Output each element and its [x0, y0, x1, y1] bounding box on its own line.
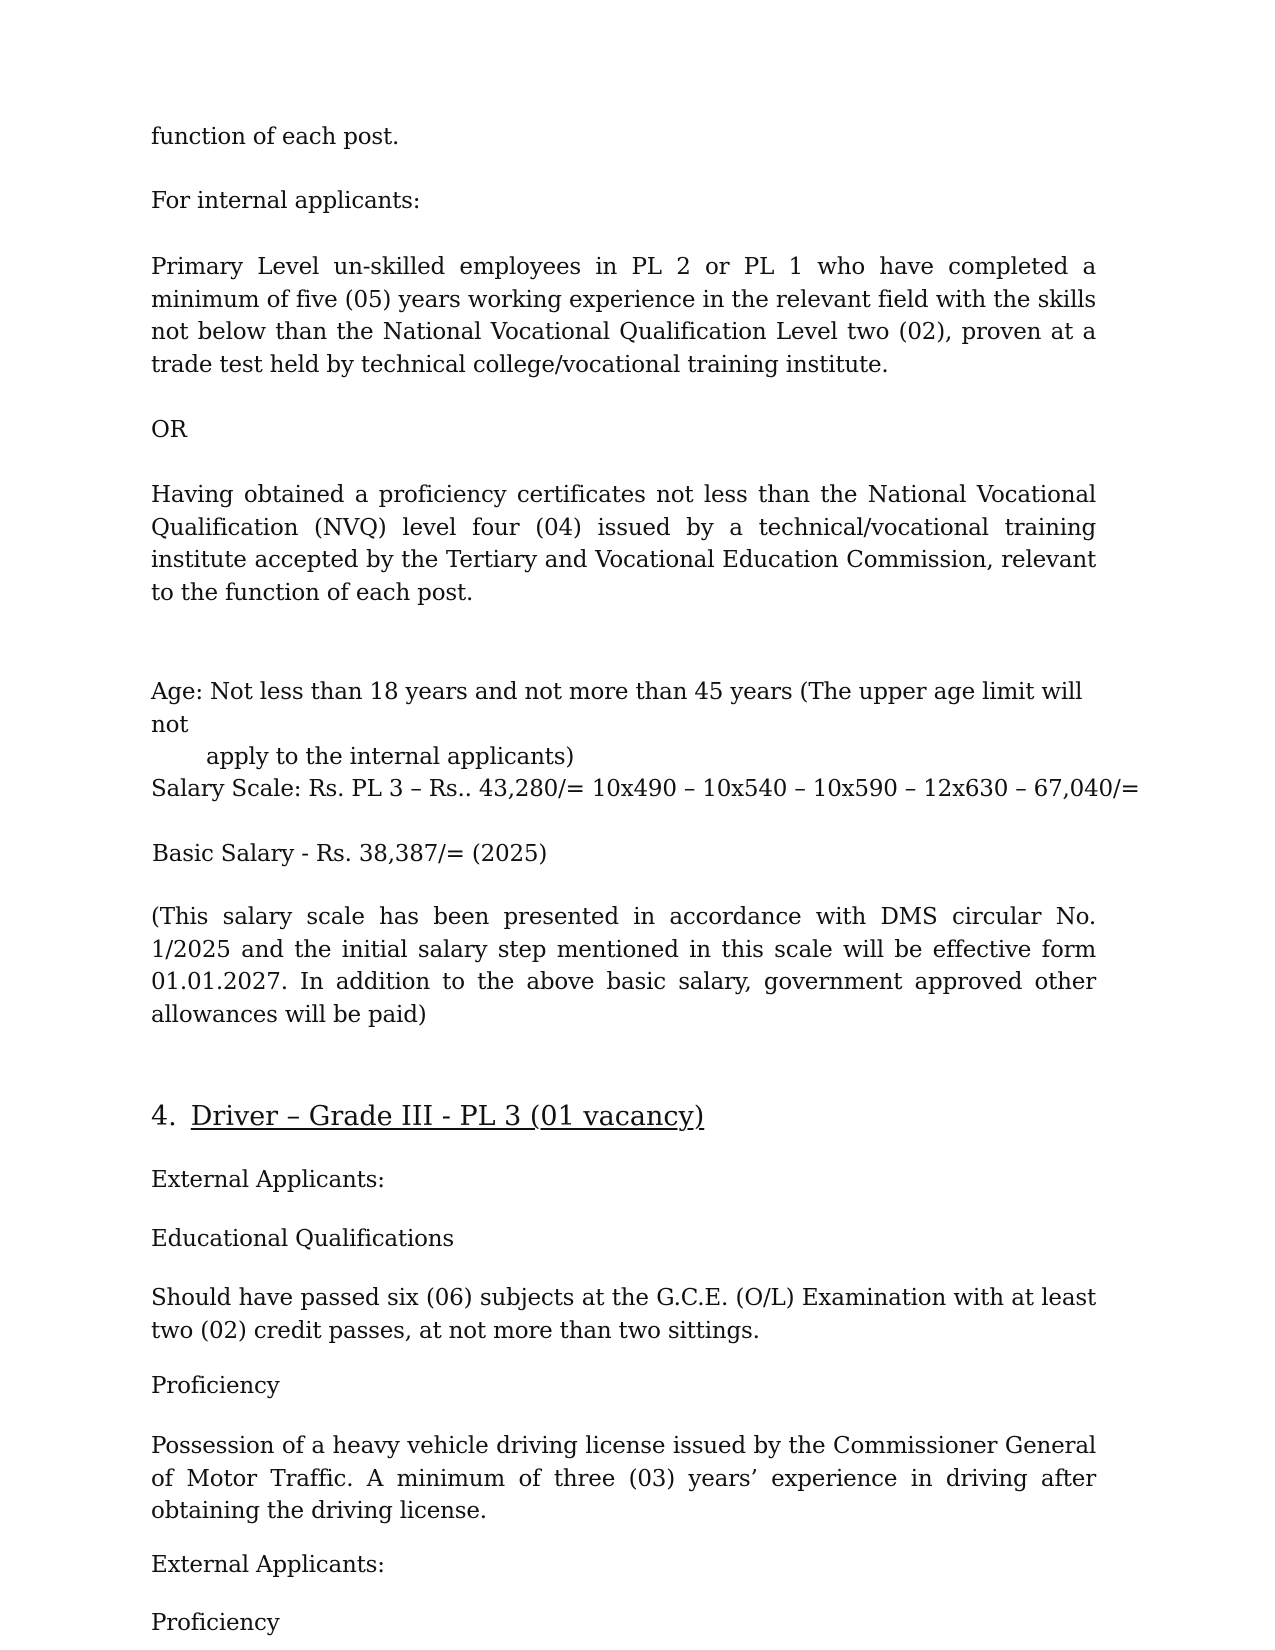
section-4-heading [151, 1099, 704, 1135]
educational-qualifications-heading: Educational Qualifications [151, 1226, 454, 1252]
age-requirement [151, 676, 1096, 774]
or-separator: OR [151, 417, 187, 443]
salary-note-paragraph: (This salary scale has been presented in accordance with DMS circular No. 1/2025 and the initial salary step mentioned in this scale will be effective form 01.01.2027. In addition to the above basic salary, government approved other allowances will be paid) [151, 904, 1096, 1028]
salary-scale: Salary Scale: Rs. PL 3 – Rs.. 43,280/= 10x490 – 10x540 – 10x590 – 12x630 – 67,040/= [151, 776, 1140, 802]
basic-salary: Basic Salary - Rs. 38,387/= (2025) [152, 841, 548, 867]
external-applicants-heading-2: External Applicants: [151, 1552, 385, 1578]
internal-applicants-heading: For internal applicants: [151, 188, 421, 214]
internal-applicants-paragraph: Primary Level un-skilled employees in PL 2 or PL 1 who have completed a minimum of five (05) years working experience in the relevant field with the skills not below than the National Vocational Qualification Level two (02), proven at a trade test held by technical college/vocational training institute. [151, 254, 1096, 378]
educational-qualifications-paragraph: Should have passed six (06) subjects at the G.C.E. (O/L) Examination with at least two (02) credit passes, at not more than two sittings. [151, 1285, 1096, 1344]
continuation-text: function of each post. [151, 124, 400, 150]
age-line-2: apply to the internal applicants) [206, 744, 575, 770]
proficiency-heading-2: Proficiency [151, 1610, 280, 1636]
proficiency-heading: Proficiency [151, 1373, 280, 1399]
section-title: Driver – Grade III - PL 3 (01 vacancy) [190, 1101, 705, 1132]
driving-license-paragraph: Possession of a heavy vehicle driving license issued by the Commissioner General of Motor Traffic. A minimum of three (03) years’ experience in driving after obtaining the driving license. [151, 1433, 1096, 1524]
external-applicants-heading: External Applicants: [151, 1167, 385, 1193]
nvq-paragraph: Having obtained a proficiency certificates not less than the National Vocational Qualification (NVQ) level four (04) issued by a technical/vocational training institute accepted by the Tertiary and Vocational Education Commission, relevant to the function of each post. [151, 482, 1096, 606]
section-number: 4. [151, 1101, 177, 1132]
age-line-1: Age: Not less than 18 years and not more than 45 years (The upper age limit will not [151, 679, 1083, 738]
